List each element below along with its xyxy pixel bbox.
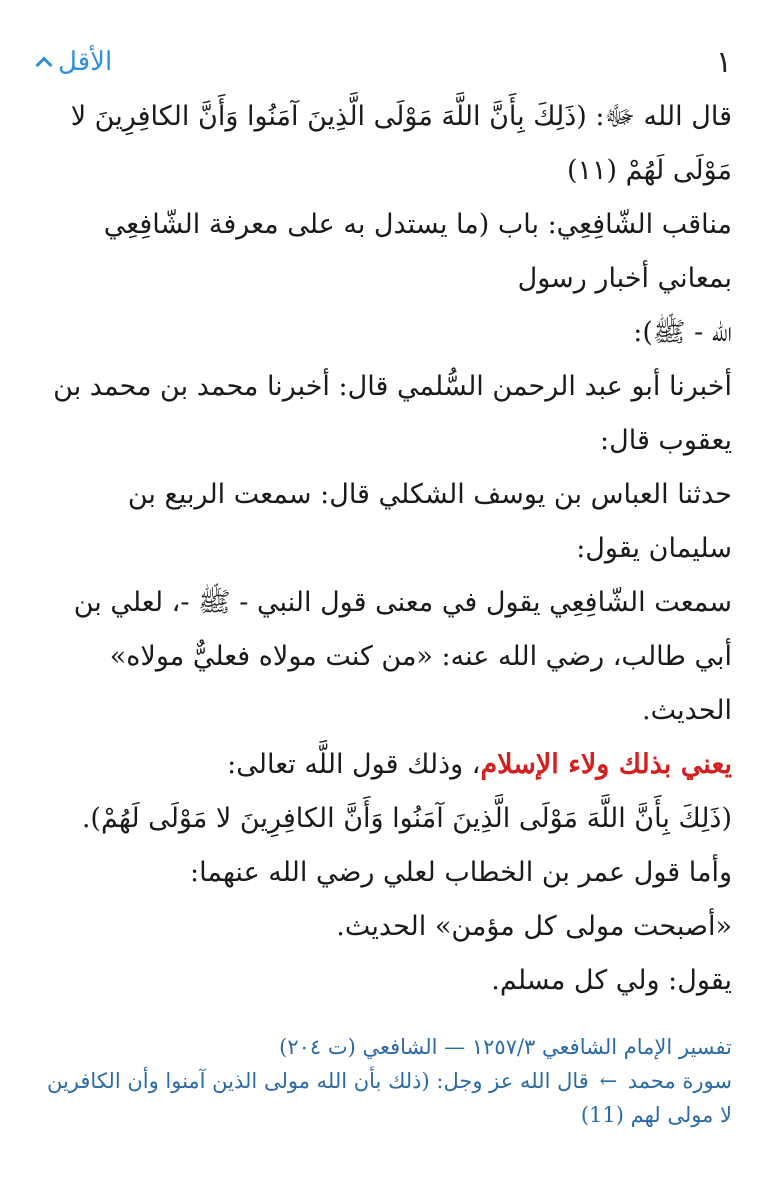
result-number: ١: [715, 44, 732, 80]
arrow-left-icon: ←: [599, 1069, 618, 1093]
paragraph: حدثنا العباس بن يوسف الشكلي قال: سمعت الربيع بن سليمان يقول:: [127, 479, 732, 564]
paragraph: قال الله ﷻ: (ذَلِكَ بِأَنَّ اللَّهَ مَوْلَى الَّذِينَ آمَنُوا وَأَنَّ الكافِرِينَ لا مَوْلَى لَهُمْ (١١): [70, 101, 732, 186]
paragraph: يقول: ولي كل مسلم.: [491, 965, 732, 996]
source-reference[interactable]: تفسير الإمام الشافعي ١٢٥٧/٣ — الشافعي (ت ٢٠٤): [279, 1035, 732, 1059]
location-breadcrumb[interactable]: [38, 1064, 732, 1132]
paragraph: وأما قول عمر بن الخطاب لعلي رضي الله عنهما:: [190, 857, 732, 888]
verse-link[interactable]: قال الله عز وجل: (ذلك بأن الله مولى الذين آمنوا وأن الكافرين لا مولى لهم (11): [46, 1069, 732, 1127]
source-footer: [38, 1030, 732, 1132]
paragraph: مناقب الشّافِعِي: باب (ما يستدل به على معرفة الشّافِعِي بمعاني أخبار رسول: [103, 209, 732, 294]
paragraph: سمعت الشّافِعِي يقول في معنى قول النبي - ﷺ -، لعلي بن أبي طالب، رضي الله عنه: «من كنت مولاه فعليٌّ مولاه» الحديث.: [73, 587, 732, 726]
surah-link[interactable]: سورة محمد: [627, 1069, 732, 1093]
show-less-label: الأقل: [58, 47, 113, 77]
main-text: [38, 90, 732, 1008]
paragraph: (ذَلِكَ بِأَنَّ اللَّهَ مَوْلَى الَّذِينَ آمَنُوا وَأَنَّ الكافِرِينَ لا مَوْلَى لَهُمْ).: [81, 803, 732, 834]
highlighted-text: يعني بذلك ولاء الإسلام: [480, 749, 732, 780]
paragraph-rest: ، وذلك قول اللَّه تعالى:: [227, 749, 481, 780]
paragraph: أخبرنا أبو عبد الرحمن السُّلمي قال: أخبرنا محمد بن محمد بن يعقوب قال:: [53, 371, 732, 456]
paragraph: الله - ﷺ):: [633, 317, 732, 348]
top-row: [38, 40, 732, 84]
show-less-link[interactable]: [38, 47, 112, 77]
paragraph: [38, 738, 732, 792]
paragraph: «أصبحت مولى كل مؤمن» الحديث.: [336, 911, 732, 942]
chevron-up-icon: [36, 57, 53, 74]
